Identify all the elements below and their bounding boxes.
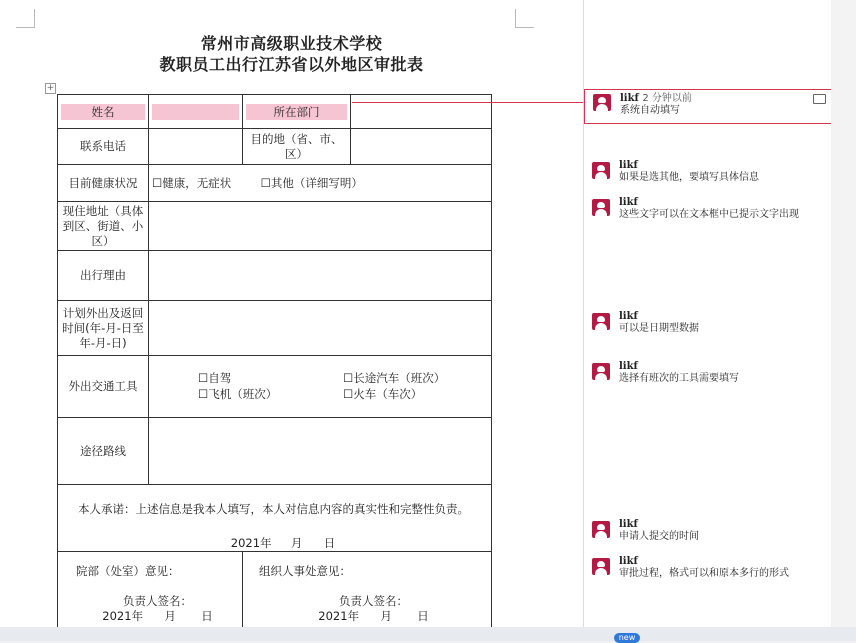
dest-label: 目的地（省、市、区） <box>243 129 351 165</box>
comment-item-active[interactable] <box>584 89 833 124</box>
transport-label: 外出交通工具 <box>58 356 149 418</box>
route-field[interactable] <box>149 418 492 485</box>
table-move-handle-icon[interactable]: + <box>46 83 55 93</box>
comments-pane <box>583 0 832 627</box>
user-avatar-icon <box>592 363 610 380</box>
hr-sign-year: 2021年 <box>318 609 360 623</box>
transport-option-self-drive[interactable]: ☐自驾 <box>198 371 232 385</box>
comment-author: likf <box>619 160 638 171</box>
reason-label: 出行理由 <box>58 251 149 301</box>
phone-field[interactable] <box>149 129 243 165</box>
transport-option-plane[interactable]: ☐飞机（班次） <box>198 387 278 401</box>
promise-date <box>78 536 488 551</box>
dept-sign-year: 2021年 <box>102 609 144 623</box>
transport-option-train[interactable]: ☐火车（车次） <box>343 387 423 401</box>
table-row <box>58 95 492 129</box>
table-row <box>58 251 492 301</box>
dept-sign-day: 日 <box>201 609 213 623</box>
crop-mark-top-right <box>515 9 534 28</box>
dept-field[interactable] <box>351 95 492 129</box>
document-title-school: 常州市高级职业技术学校 <box>200 34 383 53</box>
plan-time-label: 计划外出及返回时间(年-月-日至年-月-日) <box>58 301 149 356</box>
user-avatar-icon <box>593 94 611 111</box>
transport-option-coach[interactable]: ☐长途汽车（班次） <box>343 371 446 385</box>
document-title-form: 教职员工出行江苏省以外地区审批表 <box>159 55 424 74</box>
table-row <box>58 485 492 552</box>
promise-date-month: 月 <box>290 536 303 550</box>
promise-cell <box>58 485 492 552</box>
approval-form-table <box>57 94 492 627</box>
comment-text: 系统自动填写 <box>620 105 680 116</box>
comment-author: likf <box>619 361 638 372</box>
dept-label: 所在部门 <box>246 104 347 120</box>
address-label: 现住地址（具体到区、街道、小区） <box>58 202 149 251</box>
dept-sign-date <box>76 609 239 624</box>
hr-sign-day: 日 <box>417 609 429 623</box>
comment-text: 可以是日期型数据 <box>619 323 699 334</box>
name-field[interactable] <box>149 95 243 129</box>
health-option-other[interactable]: ☐其他（详细写明） <box>260 175 363 190</box>
comment-author: likf <box>619 556 638 567</box>
comment-text: 这些文字可以在文本框中已提示文字出现 <box>619 209 799 220</box>
user-avatar-icon <box>592 199 610 216</box>
comment-author: likf <box>619 311 638 322</box>
promise-date-year: 2021年 <box>230 536 272 550</box>
route-label: 途径路线 <box>58 418 149 485</box>
comment-text: 选择有班次的工具需要填写 <box>619 373 739 384</box>
dept-sign-month: 月 <box>164 609 176 623</box>
dept-label-cell <box>243 95 351 129</box>
dept-opinion-cell[interactable] <box>58 552 243 628</box>
phone-label: 联系电话 <box>58 129 149 165</box>
health-option-healthy[interactable]: ☐健康，无症状 <box>152 175 232 190</box>
table-row <box>58 129 492 165</box>
dept-opinion-label: 院部（处室）意见： <box>76 564 180 578</box>
new-badge[interactable]: new <box>614 633 640 643</box>
name-value <box>152 104 239 120</box>
comment-text: 如果是选其他，要填写具体信息 <box>619 172 759 183</box>
comment-connector-line <box>352 102 583 103</box>
comment-text: 申请人提交的时间 <box>619 531 699 542</box>
table-row <box>58 552 492 628</box>
dest-field[interactable] <box>351 129 492 165</box>
crop-mark-top-left <box>16 9 35 28</box>
hr-sign-date <box>259 609 488 624</box>
transport-options <box>149 356 492 418</box>
promise-date-day: 日 <box>323 536 336 550</box>
reason-field[interactable] <box>149 251 492 301</box>
name-label: 姓名 <box>61 104 145 120</box>
user-avatar-icon <box>592 558 610 575</box>
table-row <box>58 165 492 202</box>
table-row <box>58 202 492 251</box>
address-field[interactable] <box>149 202 492 251</box>
user-avatar-icon <box>592 313 610 330</box>
promise-text: 本人承诺：上述信息是我本人填写，本人对信息内容的真实性和完整性负责。 <box>78 502 469 516</box>
plan-time-field[interactable] <box>149 301 492 356</box>
comment-text: 审批过程，格式可以和原本多行的形式 <box>619 568 789 579</box>
health-options <box>149 165 492 202</box>
health-label: 目前健康状况 <box>58 165 149 202</box>
name-label-cell <box>58 95 149 129</box>
vertical-scrollbar[interactable] <box>831 0 856 627</box>
comment-author: likf 2 分钟以前 <box>620 93 692 104</box>
hr-opinion-label: 组织人事处意见： <box>259 564 351 578</box>
table-row <box>58 418 492 485</box>
comment-author: likf <box>619 197 638 208</box>
comment-time: 2 分钟以前 <box>642 93 692 104</box>
hr-signer-label: 负责人签名： <box>339 594 408 608</box>
dept-signer-label: 负责人签名： <box>123 594 192 608</box>
hr-opinion-cell[interactable] <box>243 552 492 628</box>
table-row <box>58 301 492 356</box>
user-avatar-icon <box>592 162 610 179</box>
comment-author: likf <box>619 519 638 530</box>
hr-sign-month: 月 <box>380 609 392 623</box>
table-row <box>58 356 492 418</box>
reply-icon[interactable] <box>813 94 826 104</box>
status-bar <box>0 627 856 641</box>
user-avatar-icon <box>592 521 610 538</box>
